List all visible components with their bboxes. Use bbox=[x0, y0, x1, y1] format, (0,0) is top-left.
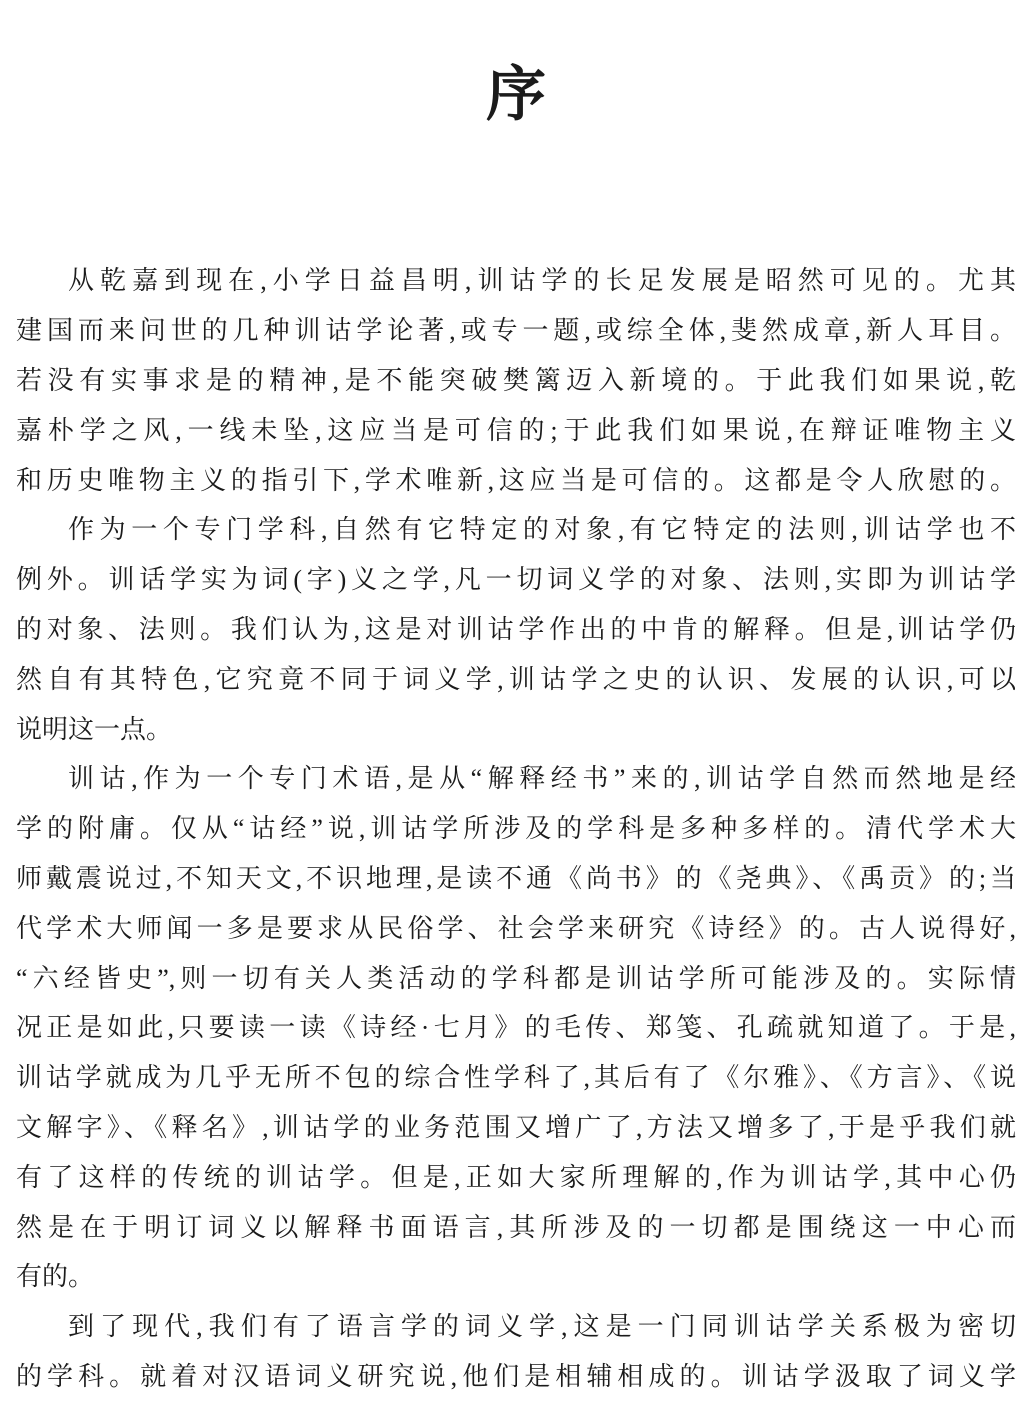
text-line: 师戴震说过,不知天文,不识地理,是读不通《尚书》的《尧典》、《禹贡》的;当 bbox=[16, 863, 1016, 893]
text-line: 然自有其特色,它究竟不同于词义学,训诂学之史的认识、发展的认识,可以 bbox=[16, 664, 1016, 694]
text-line: 说明这一点。 bbox=[16, 714, 173, 744]
text-line: 嘉朴学之风,一线未坠,这应当是可信的;于此我们如果说,在辩证唯物主义 bbox=[16, 415, 1016, 445]
book-page bbox=[0, 40, 1032, 1391]
text-line: 若没有实事求是的精神,是不能突破樊篱迈入新境的。于此我们如果说,乾 bbox=[16, 365, 1016, 395]
text-line: 然是在于明订词义以解释书面语言,其所涉及的一切都是围绕这一中心而 bbox=[16, 1212, 1016, 1242]
text-line: 作为一个专门学科,自然有它特定的对象,有它特定的法则,训诂学也不 bbox=[68, 515, 1016, 545]
text-line: 从乾嘉到现在,小学日益昌明,训诂学的长足发展是昭然可见的。尤其 bbox=[68, 266, 1016, 296]
paragraph bbox=[16, 256, 1016, 505]
text-line: 文解字》、《释名》,训诂学的业务范围又增广了,方法又增多了,于是乎我们就 bbox=[16, 1112, 1016, 1142]
text-line: 和历史唯物主义的指引下,学术唯新,这应当是可信的。这都是令人欣慰的。 bbox=[16, 465, 1016, 495]
text-line: 有的。 bbox=[16, 1262, 95, 1292]
paragraph bbox=[16, 754, 1016, 1302]
text-line: 学的附庸。仅从“诂经”说,训诂学所涉及的学科是多种多样的。清代学术大 bbox=[16, 814, 1016, 844]
text-line: “六经皆史”,则一切有关人类活动的学科都是训诂学所可能涉及的。实际情 bbox=[16, 963, 1016, 993]
text-line: 有了这样的传统的训诂学。但是,正如大家所理解的,作为训诂学,其中心仍 bbox=[16, 1162, 1016, 1192]
text-line: 的对象、法则。我们认为,这是对训诂学作出的中肯的解释。但是,训诂学仍 bbox=[16, 614, 1016, 644]
text-line: 训诂,作为一个专门术语,是从“解释经书”来的,训诂学自然而然地是经 bbox=[68, 764, 1016, 794]
page-title: 序 bbox=[486, 62, 546, 129]
paragraph bbox=[16, 505, 1016, 754]
text-body bbox=[16, 170, 1016, 1401]
text-line: 况正是如此,只要读一读《诗经·七月》的毛传、郑笺、孔疏就知道了。于是, bbox=[16, 1013, 1016, 1043]
text-line: 例外。训话学实为词(字)义之学,凡一切词义学的对象、法则,实即为训诂学 bbox=[16, 565, 1016, 595]
text-line: 到了现代,我们有了语言学的词义学,这是一门同训诂学关系极为密切 bbox=[68, 1312, 1016, 1342]
text-line: 的学科。就着对汉语词义研究说,他们是相辅相成的。训诂学汲取了词义学 bbox=[16, 1361, 1016, 1391]
paragraph bbox=[16, 1302, 1016, 1402]
text-line: 代学术大师闻一多是要求从民俗学、社会学来研究《诗经》的。古人说得好, bbox=[16, 913, 1016, 943]
text-line: 训诂学就成为几乎无所不包的综合性学科了,其后有了《尔雅》、《方言》、《说 bbox=[16, 1063, 1016, 1093]
text-line: 建国而来问世的几种训诂学论著,或专一题,或综全体,斐然成章,新人耳目。 bbox=[16, 316, 1016, 346]
